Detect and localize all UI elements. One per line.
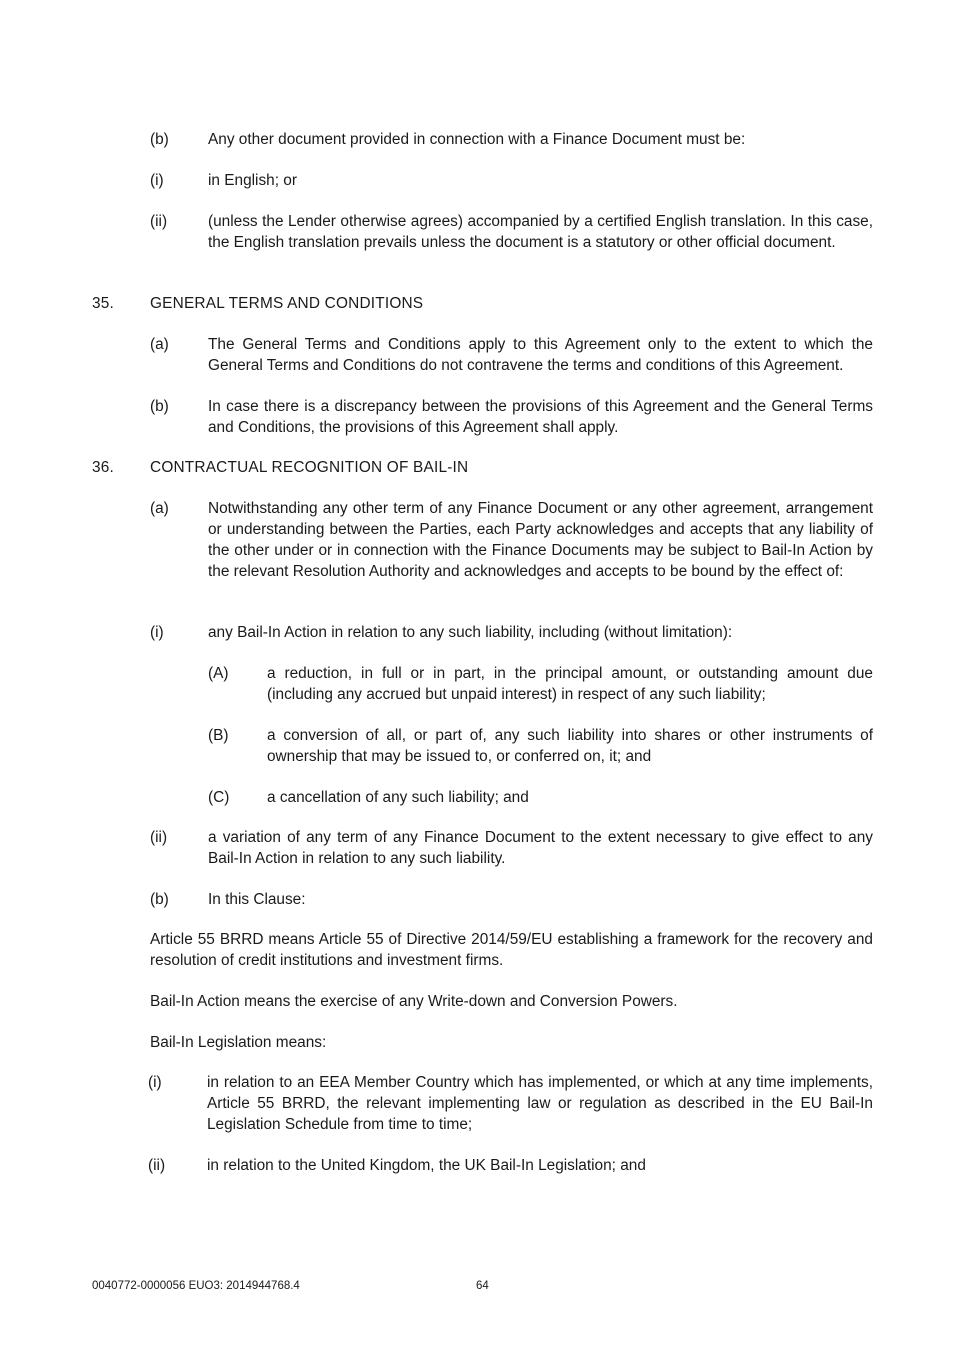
item-label: (ii) xyxy=(150,829,168,846)
item-label: (i) xyxy=(150,624,164,641)
page-number: 64 xyxy=(476,1280,489,1292)
item-label: (a) xyxy=(150,500,169,517)
item-label: (b) xyxy=(150,891,169,908)
item-label: (b) xyxy=(150,398,169,415)
item-label: (ii) xyxy=(150,213,168,230)
section-number: 35. xyxy=(92,295,114,312)
definition-article-55-brrd: Article 55 BRRD means Article 55 of Directive 2014/59/EU establishing a framework for the recovery and resolution of credit institutions and investment firms. xyxy=(150,931,873,969)
item-text: Notwithstanding any other term of any Finance Document or any other agreement, arrangement or understanding between the Parties, each Party acknowledges and accepts that any liability of the other under or in connection with the Finance Documents may be subject to Bail-In Action by the relevant Resolution Authority and acknowledges and accepts to be bound by the effect of: xyxy=(208,500,873,580)
footer-doc-ref: 0040772-0000056 EUO3: 2014944768.4 xyxy=(92,1280,300,1292)
item-label: (i) xyxy=(148,1074,162,1091)
item-text: In this Clause: xyxy=(208,891,306,908)
definition-bail-in-legislation: Bail-In Legislation means: xyxy=(150,1034,327,1051)
item-label: (ii) xyxy=(148,1157,166,1174)
subitem-text: a cancellation of any such liability; and xyxy=(267,789,529,806)
subitem-label: (C) xyxy=(208,789,230,806)
item-text: a variation of any term of any Finance Document to the extent necessary to give effect to any Bail-In Action in relation to any such liability. xyxy=(208,829,873,867)
section-title: CONTRACTUAL RECOGNITION OF BAIL-IN xyxy=(150,459,469,476)
subitem-text: a conversion of all, or part of, any such liability into shares or other instruments of ownership that may be issued to, or conferred on, it; and xyxy=(267,727,873,765)
definition-bail-in-action: Bail-In Action means the exercise of any Write-down and Conversion Powers. xyxy=(150,993,678,1010)
item-label: (b) xyxy=(150,131,169,148)
item-text: (unless the Lender otherwise agrees) accompanied by a certified English translation. In this case, the English translation prevails unless the document is a statutory or other official document. xyxy=(208,213,873,251)
item-label: (i) xyxy=(150,172,164,189)
item-text: The General Terms and Conditions apply to this Agreement only to the extent to which the General Terms and Conditions do not contravene the terms and conditions of this Agreement. xyxy=(208,336,873,374)
item-text: in English; or xyxy=(208,172,297,189)
item-text: in relation to an EEA Member Country which has implemented, or which at any time implements, Article 55 BRRD, the relevant implementing law or regulation as described in the EU Bail-In Legislation Schedule from time to time; xyxy=(207,1074,873,1133)
item-text: in relation to the United Kingdom, the UK Bail-In Legislation; and xyxy=(207,1157,646,1174)
item-text: Any other document provided in connection with a Finance Document must be: xyxy=(208,131,746,148)
subitem-label: (B) xyxy=(208,727,229,744)
item-text: In case there is a discrepancy between the provisions of this Agreement and the General Terms and Conditions, the provisions of this Agreement shall apply. xyxy=(208,398,873,436)
section-number: 36. xyxy=(92,459,114,476)
subitem-label: (A) xyxy=(208,665,229,682)
item-label: (a) xyxy=(150,336,169,353)
subitem-text: a reduction, in full or in part, in the principal amount, or outstanding amount due (including any accrued but unpaid interest) in respect of any such liability; xyxy=(267,665,873,703)
item-text: any Bail-In Action in relation to any such liability, including (without limitation): xyxy=(208,624,733,641)
section-title: GENERAL TERMS AND CONDITIONS xyxy=(150,295,424,312)
